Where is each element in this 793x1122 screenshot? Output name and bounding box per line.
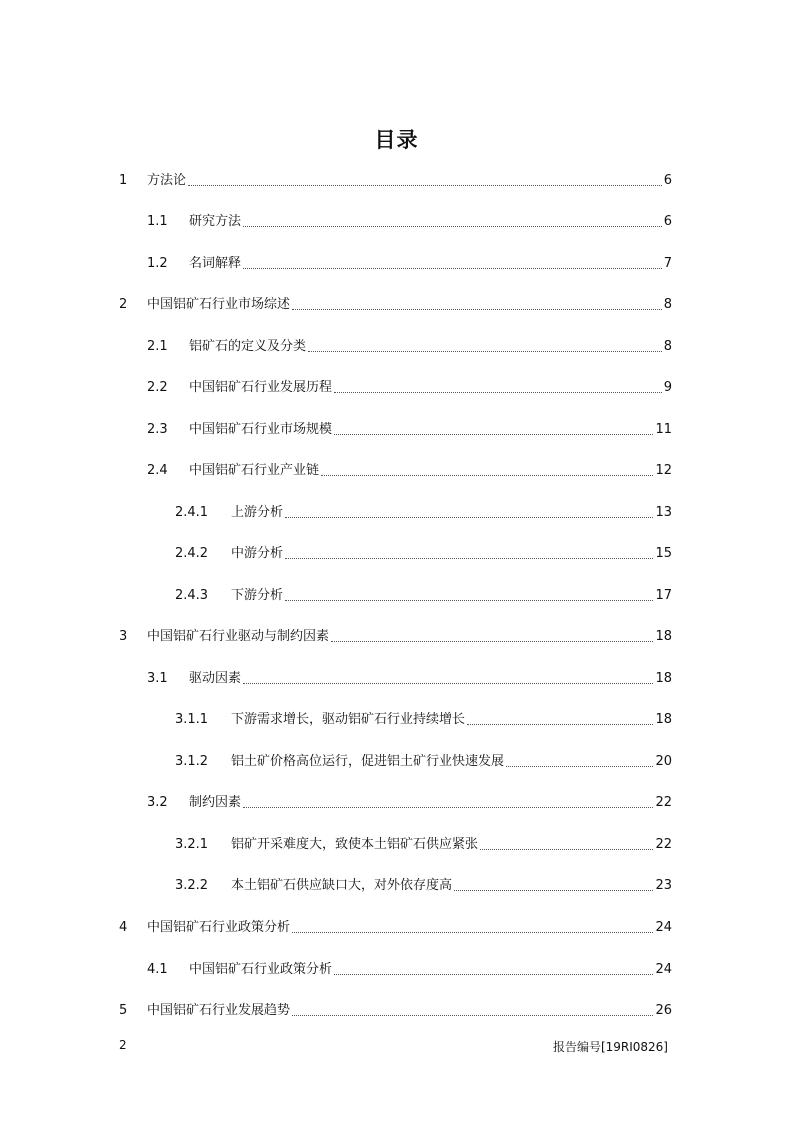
toc-entry-page: 18 [655,712,672,727]
toc-entry[interactable] [0,254,793,274]
toc-entry-title: 制约因素 [189,795,242,810]
toc-entry-page: 6 [663,214,672,229]
toc-entry-page: 8 [663,297,672,312]
toc-leader-dots [243,806,653,808]
toc-entry-page: 15 [655,546,672,561]
toc-entry-page: 11 [655,422,672,437]
toc-leader-dots [243,225,662,227]
toc-entry[interactable] [0,171,793,191]
toc-entry[interactable] [0,918,793,938]
toc-entry-title: 上游分析 [231,505,284,520]
toc-entry-title: 研究方法 [189,214,242,229]
toc-leader-dots [467,723,653,725]
toc-entry[interactable] [0,420,793,440]
toc-entry-page: 17 [655,588,672,603]
toc-entry[interactable] [0,586,793,606]
toc-entry[interactable] [0,337,793,357]
toc-entry-title: 中国铝矿石行业市场综述 [147,297,291,312]
toc-leader-dots [506,765,653,767]
toc-entry-page: 22 [655,837,672,852]
toc-entry-number: 3.2.2 [175,878,209,893]
toc-entry-page: 13 [655,505,672,520]
toc-entry-title: 名词解释 [189,256,242,271]
toc-entry-number: 3.1.1 [175,712,209,727]
toc-entry-page: 12 [655,463,672,478]
toc-leader-dots [292,931,653,933]
toc-entry-number: 2.4 [147,463,168,478]
toc-entry[interactable] [0,960,793,980]
toc-entry[interactable] [0,710,793,730]
toc-entry-page: 6 [663,173,672,188]
toc-entry-number: 3.1.2 [175,754,209,769]
toc-leader-dots [454,889,653,891]
toc-entry-number: 3 [119,629,128,644]
toc-entry-title: 铝矿石的定义及分类 [189,339,307,354]
toc-entry[interactable] [0,835,793,855]
toc-entry[interactable] [0,669,793,689]
toc-leader-dots [334,433,653,435]
toc-entry-page: 24 [655,962,672,977]
toc-entry[interactable] [0,212,793,232]
toc-entry-number: 3.1 [147,671,168,686]
toc-entry-title: 下游需求增长，驱动铝矿石行业持续增长 [231,712,466,727]
toc-entry-number: 4 [119,920,128,935]
toc-entry-number: 2.4.3 [175,588,209,603]
toc-entry-title: 中国铝矿石行业市场规模 [189,422,333,437]
toc-leader-dots [331,640,653,642]
toc-entry-title: 中国铝矿石行业驱动与制约因素 [147,629,330,644]
toc-leader-dots [334,391,662,393]
toc-entry-page: 7 [663,256,672,271]
toc-entry-page: 26 [655,1003,672,1018]
toc-leader-dots [285,557,653,559]
toc-entry[interactable] [0,295,793,315]
toc-entry-number: 2.4.2 [175,546,209,561]
toc-entry-title: 驱动因素 [189,671,242,686]
toc-entry-page: 23 [655,878,672,893]
toc-entry-page: 22 [655,795,672,810]
toc-entry-number: 2.3 [147,422,168,437]
toc-entry-title: 下游分析 [231,588,284,603]
toc-entry-page: 8 [663,339,672,354]
toc-entry-page: 24 [655,920,672,935]
toc-leader-dots [243,267,662,269]
toc-entry[interactable] [0,378,793,398]
toc-entry-title: 中游分析 [231,546,284,561]
toc-entry-number: 2 [119,297,128,312]
toc-entry-number: 3.2 [147,795,168,810]
toc-leader-dots [480,848,653,850]
toc-leader-dots [285,599,653,601]
toc-entry-title: 方法论 [147,173,187,188]
toc-leader-dots [334,973,653,975]
toc-entry[interactable] [0,752,793,772]
toc-entry-number: 3.2.1 [175,837,209,852]
toc-entry-number: 2.4.1 [175,505,209,520]
toc-entry-title: 中国铝矿石行业产业链 [189,463,320,478]
page-title: 目录 [374,128,419,152]
footer-report-code: 报告编号[19RI0826] [552,1040,668,1054]
toc-entry-title: 铝矿开采难度大，致使本土铝矿石供应紧张 [231,837,479,852]
toc-entry-page: 18 [655,671,672,686]
toc-entry[interactable] [0,503,793,523]
toc-entry-title: 中国铝矿石行业政策分析 [189,962,333,977]
toc-entry-title: 中国铝矿石行业发展趋势 [147,1003,291,1018]
toc-leader-dots [308,350,662,352]
toc-entry-title: 中国铝矿石行业发展历程 [189,380,333,395]
toc-entry-number: 1.2 [147,256,168,271]
toc-entry-page: 9 [663,380,672,395]
toc-leader-dots [292,308,662,310]
toc-entry[interactable] [0,461,793,481]
toc-entry[interactable] [0,876,793,896]
footer-page-number: 2 [119,1038,127,1052]
toc-leader-dots [292,1014,653,1016]
toc-entry-title: 中国铝矿石行业政策分析 [147,920,291,935]
toc-entry-title: 本土铝矿石供应缺口大，对外依存度高 [231,878,453,893]
toc-entry[interactable] [0,544,793,564]
toc-entry-number: 1 [119,173,128,188]
toc-entry[interactable] [0,793,793,813]
toc-entry-number: 1.1 [147,214,168,229]
toc-entry-number: 2.1 [147,339,168,354]
toc-entry-number: 5 [119,1003,128,1018]
toc-entry[interactable] [0,1001,793,1021]
toc-entry-title: 铝土矿价格高位运行，促进铝土矿行业快速发展 [231,754,505,769]
toc-entry-number: 2.2 [147,380,168,395]
toc-leader-dots [188,184,662,186]
toc-leader-dots [321,474,653,476]
toc-leader-dots [243,682,653,684]
toc-leader-dots [285,516,653,518]
toc-entry-number: 4.1 [147,962,168,977]
toc-entry-page: 20 [655,754,672,769]
toc-entry-page: 18 [655,629,672,644]
toc-entry[interactable] [0,627,793,647]
